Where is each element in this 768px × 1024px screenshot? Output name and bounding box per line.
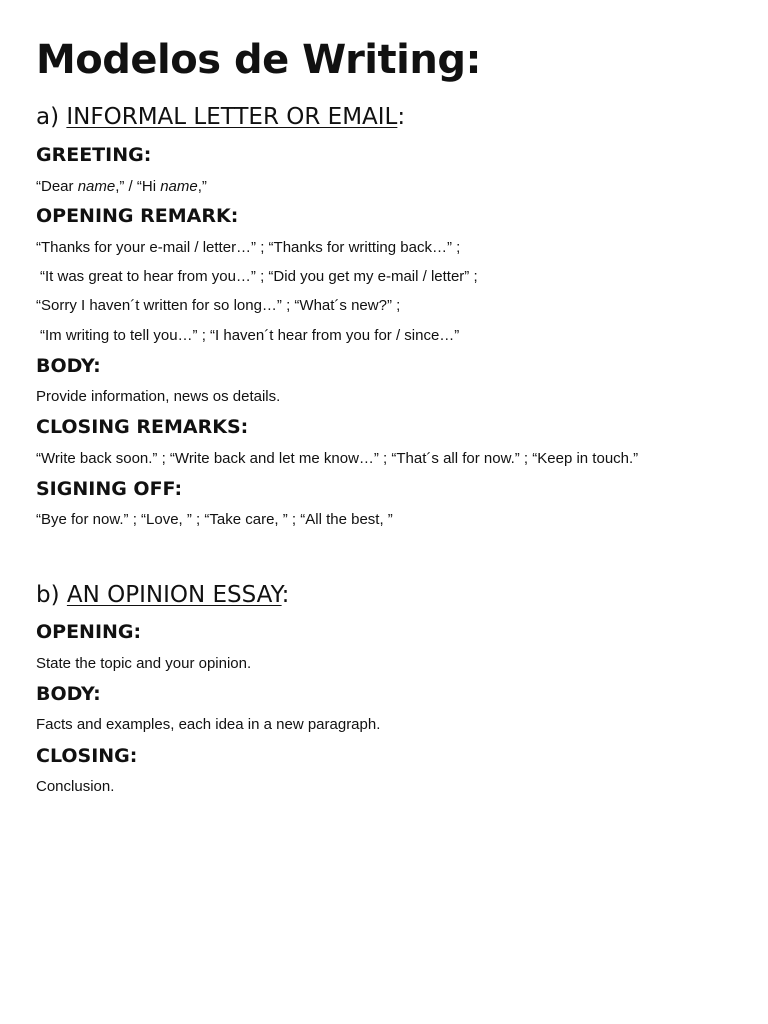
greeting-text xyxy=(36,177,207,197)
page-title: Modelos de Writing: xyxy=(36,37,481,83)
signing-off-label: SIGNING OFF: xyxy=(36,478,183,500)
section-a-suffix: : xyxy=(397,104,406,130)
closing-remarks-text: “Write back soon.” ; “Write back and let me know…” ; “That´s all for now.” ; “Keep in touch.” xyxy=(36,450,639,467)
closing-text: Conclusion. xyxy=(36,778,115,795)
essay-body-text: Facts and examples, each idea in a new paragraph. xyxy=(36,716,381,733)
section-a-title: INFORMAL LETTER OR EMAIL xyxy=(66,104,398,130)
opening-text: State the topic and your opinion. xyxy=(36,655,252,672)
opening-remark-line-1: “Thanks for your e-mail / letter…” ; “Thanks for writting back…” ; xyxy=(36,239,461,256)
section-a-heading xyxy=(36,102,405,132)
section-b-suffix: : xyxy=(281,582,290,608)
greeting-name-2: name xyxy=(160,178,198,195)
signing-off-text: “Bye for now.” ; “Love, ” ; “Take care, ” ; “All the best, ” xyxy=(36,511,393,528)
section-b-heading xyxy=(36,580,289,610)
greeting-part-2: ,” / “Hi xyxy=(115,178,161,195)
greeting-part-1: “Dear xyxy=(36,178,78,195)
greeting-part-3: ,” xyxy=(197,178,207,195)
closing-remarks-label: CLOSING REMARKS: xyxy=(36,416,249,438)
opening-remark-line-3: “Sorry I haven´t written for so long…” ; “What´s new?” ; xyxy=(36,297,401,314)
opening-remark-line-2: “It was great to hear from you…” ; “Did you get my e-mail / letter” ; xyxy=(40,268,478,285)
essay-body-label: BODY: xyxy=(36,683,101,705)
section-a-prefix: a) xyxy=(36,104,67,130)
body-label: BODY: xyxy=(36,355,101,377)
greeting-name-1: name xyxy=(77,178,116,195)
opening-label: OPENING: xyxy=(36,621,142,643)
section-b-prefix: b) xyxy=(36,582,67,608)
opening-remark-label: OPENING REMARK: xyxy=(36,205,239,227)
section-b-title: AN OPINION ESSAY xyxy=(66,582,282,608)
greeting-label: GREETING: xyxy=(36,144,152,166)
opening-remark-line-4: “Im writing to tell you…” ; “I haven´t hear from you for / since…” xyxy=(40,327,460,344)
closing-label: CLOSING: xyxy=(36,745,138,767)
body-text: Provide information, news os details. xyxy=(36,388,281,405)
